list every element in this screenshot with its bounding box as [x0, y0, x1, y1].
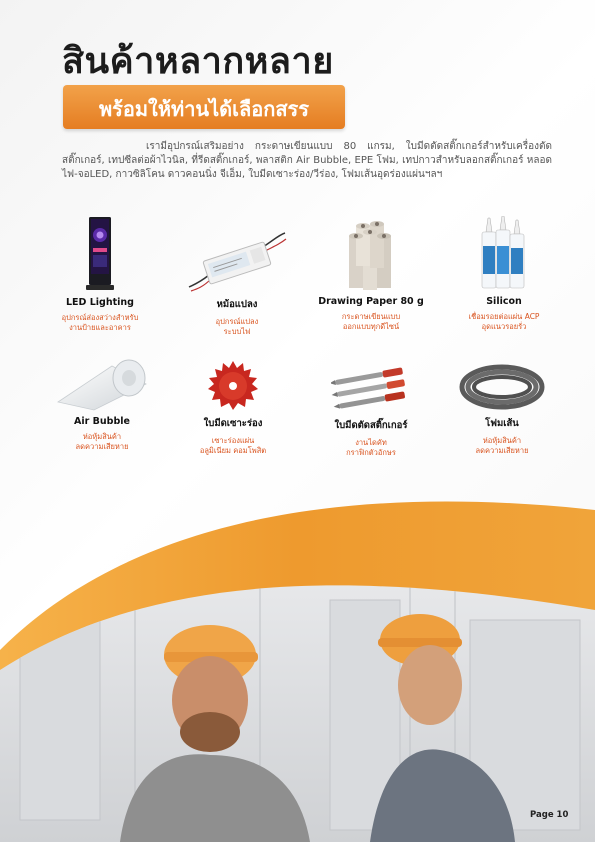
bubble-wrap-icon — [54, 356, 150, 412]
paper-rolls-icon — [341, 218, 401, 292]
product-desc-line-1: อุปกรณ์ส่องสว่างสำหรับ — [61, 313, 139, 322]
intro-paragraph: เรามีอุปกรณ์เสริมอย่าง กระดาษเขียนแบบ 80 แกรม, ใบมีดตัดสติ๊กเกอร์สำหรับเครื่องตัดสติ๊กเกอร์, เทปซีลต่อผ้าไวนิล, ที่รีดสติ๊กเกอร์, พลาสติก Air Bubble, EPE โฟม, เทปกาวสำหรับลอกสติ๊กเกอร์ หลอดไฟ-จอLED, กาวซิลิโคน ดาวคอนนิ่ง จีเอ็ม, ใบมีดเซาะร่อง/วีร่อง, โฟมเส้นอุดร่องแผ่นฯลฯ — [62, 141, 552, 180]
product-desc-line-1: งานไดคัท — [355, 438, 387, 447]
product-name: Silicon — [486, 296, 522, 307]
saw-blade-icon — [207, 360, 259, 412]
product-desc — [42, 432, 162, 452]
power-transformer-icon — [187, 225, 287, 293]
product-desc — [444, 312, 564, 332]
product-grooving-blade — [173, 360, 293, 456]
product-name: Air Bubble — [74, 416, 130, 427]
product-desc-line-1: ห่อหุ้มสินค้า — [82, 432, 122, 441]
product-desc — [40, 313, 160, 333]
product-name: ใบมีดเซาะร่อง — [203, 418, 263, 429]
product-desc-line-2: ลดความเสียหาย — [75, 442, 129, 451]
product-cutter-blade — [311, 362, 431, 458]
product-name: โฟมเส้น — [485, 418, 519, 429]
product-desc-line-2: ออกแบบทุกดีไซน์ — [342, 322, 400, 331]
product-desc-line-1: ห่อหุ้มสินค้า — [482, 436, 522, 445]
product-desc — [311, 438, 431, 458]
product-silicon — [444, 216, 564, 332]
subtitle-banner — [63, 85, 345, 129]
product-desc — [177, 317, 297, 337]
silicone-tubes-icon — [474, 216, 534, 292]
product-desc-line-1: เชื่อมรอยต่อแผ่น ACP — [468, 312, 540, 321]
product-air-bubble — [42, 356, 162, 452]
product-desc-line-2: กราฟิกตัวอักษร — [346, 448, 396, 457]
product-desc-line-1: อุปกรณ์แปลง — [215, 317, 259, 326]
led-display-icon — [80, 215, 120, 293]
product-led-lighting — [40, 215, 160, 333]
product-desc-line-2: อลูมิเนียม คอมโพสิต — [199, 446, 267, 455]
product-name: Drawing Paper 80 g — [318, 296, 424, 307]
foam-rod-icon — [457, 362, 547, 412]
product-desc — [311, 312, 431, 332]
subtitle-text: พร้อมให้ท่านได้เลือกสรร — [98, 97, 310, 121]
product-desc-line-2: ลดความเสียหาย — [475, 446, 529, 455]
cutter-blades-icon — [331, 362, 411, 414]
product-name: LED Lighting — [66, 297, 134, 308]
footer-photo-wave — [0, 470, 595, 842]
product-desc-line-2: งานป้ายและอาคาร — [69, 323, 131, 332]
product-name: ใบมีดตัดสติ๊กเกอร์ — [334, 420, 408, 431]
product-desc-line-2: ระบบไฟ — [223, 327, 251, 336]
product-desc-line-2: อุดแนวรอยรั่ว — [481, 322, 527, 331]
product-drawing-paper — [311, 218, 431, 332]
product-desc-line-1: กระดาษเขียนแบบ — [341, 312, 401, 321]
product-name: หม้อแปลง — [216, 299, 258, 310]
product-desc — [173, 436, 293, 456]
page-number: Page 10 — [530, 810, 569, 820]
product-foam-rod — [442, 362, 562, 456]
product-transformer — [177, 225, 297, 337]
page-title: สินค้าหลากหลาย — [62, 41, 334, 82]
product-desc — [442, 436, 562, 456]
product-desc-line-1: เซาะร่องแผ่น — [211, 436, 255, 445]
